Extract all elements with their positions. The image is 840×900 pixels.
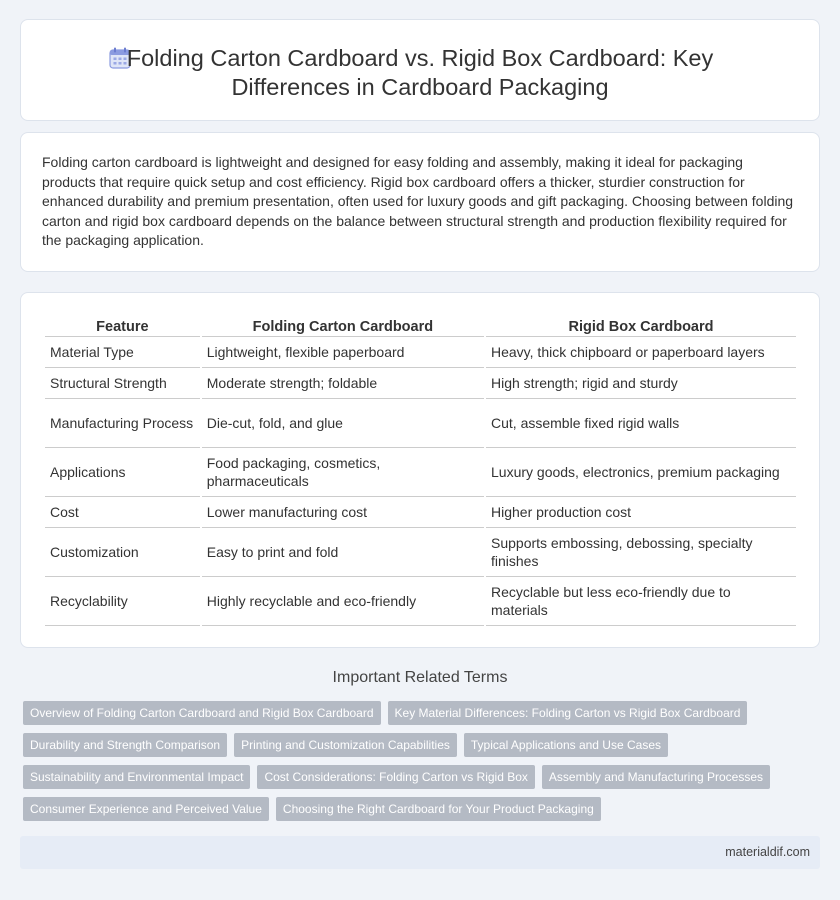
feature-cell: Customization: [45, 528, 200, 577]
table-row: [45, 368, 796, 399]
related-terms-title: Important Related Terms: [332, 669, 508, 686]
related-term-tag[interactable]: Key Material Differences: Folding Carton vs Rigid Box Cardboard: [388, 701, 748, 725]
related-term-tag[interactable]: Typical Applications and Use Cases: [464, 733, 668, 757]
related-term-tag[interactable]: Sustainability and Environmental Impact: [23, 765, 250, 789]
related-term-tag[interactable]: Durability and Strength Comparison: [23, 733, 227, 757]
table-row: [45, 337, 796, 368]
rigid-cell: Supports embossing, debossing, specialty finishes: [486, 528, 796, 577]
table-row: [45, 577, 796, 626]
rigid-cell: Heavy, thick chipboard or paperboard layers: [486, 337, 796, 368]
related-term-tag[interactable]: Consumer Experience and Perceived Value: [23, 797, 269, 821]
header-folding-carton: Folding Carton Cardboard: [202, 315, 484, 337]
feature-cell: Applications: [45, 448, 200, 497]
folding-cell: Die-cut, fold, and glue: [202, 399, 484, 448]
folding-cell: Lower manufacturing cost: [202, 497, 484, 528]
feature-cell: Structural Strength: [45, 368, 200, 399]
folding-cell: Moderate strength; foldable: [202, 368, 484, 399]
feature-cell: Recyclability: [45, 577, 200, 626]
table-row: [45, 528, 796, 577]
related-term-tag[interactable]: Cost Considerations: Folding Carton vs Rigid Box: [257, 765, 534, 789]
comparison-table: [43, 315, 798, 626]
footer: [20, 836, 820, 869]
related-term-tag[interactable]: Overview of Folding Carton Cardboard and Rigid Box Cardboard: [23, 701, 381, 725]
related-terms-list: [23, 701, 803, 821]
intro-paragraph: Folding carton cardboard is lightweight and designed for easy folding and assembly, making it ideal for packaging products that require quick setup and cost efficiency. Rigid box cardboard offers a thicker, sturdier construction for enhanced durability and premium presentation, often used for luxury goods and gift packaging. Choosing between folding carton and rigid box cardboard depends on the balance between structural strength and production flexibility required for the packaging application.: [42, 154, 794, 248]
feature-cell: Material Type: [45, 337, 200, 368]
related-term-tag[interactable]: Choosing the Right Cardboard for Your Product Packaging: [276, 797, 601, 821]
rigid-cell: Luxury goods, electronics, premium packaging: [486, 448, 796, 497]
table-row: [45, 497, 796, 528]
table-row: [45, 448, 796, 497]
rigid-cell: Higher production cost: [486, 497, 796, 528]
related-term-tag[interactable]: Printing and Customization Capabilities: [234, 733, 457, 757]
table-header-row: [45, 315, 796, 337]
rigid-cell: Cut, assemble fixed rigid walls: [486, 399, 796, 448]
intro-card: [20, 132, 820, 272]
folding-cell: Food packaging, cosmetics, pharmaceuticals: [202, 448, 484, 497]
feature-cell: Cost: [45, 497, 200, 528]
footer-site-link[interactable]: materialdif.com: [725, 845, 810, 859]
table-row: [45, 399, 796, 448]
related-term-tag[interactable]: Assembly and Manufacturing Processes: [542, 765, 770, 789]
header-card: [20, 19, 820, 121]
page-title: Folding Carton Cardboard vs. Rigid Box Cardboard: Key Differences in Cardboard Packaging: [126, 45, 714, 100]
rigid-cell: Recyclable but less eco-friendly due to materials: [486, 577, 796, 626]
comparison-table-card: [20, 292, 820, 648]
folding-cell: Lightweight, flexible paperboard: [202, 337, 484, 368]
rigid-cell: High strength; rigid and sturdy: [486, 368, 796, 399]
header-rigid-box: Rigid Box Cardboard: [486, 315, 796, 337]
folding-cell: Highly recyclable and eco-friendly: [202, 577, 484, 626]
header-feature: Feature: [45, 315, 200, 337]
folding-cell: Easy to print and fold: [202, 528, 484, 577]
feature-cell: Manufacturing Process: [45, 399, 200, 448]
